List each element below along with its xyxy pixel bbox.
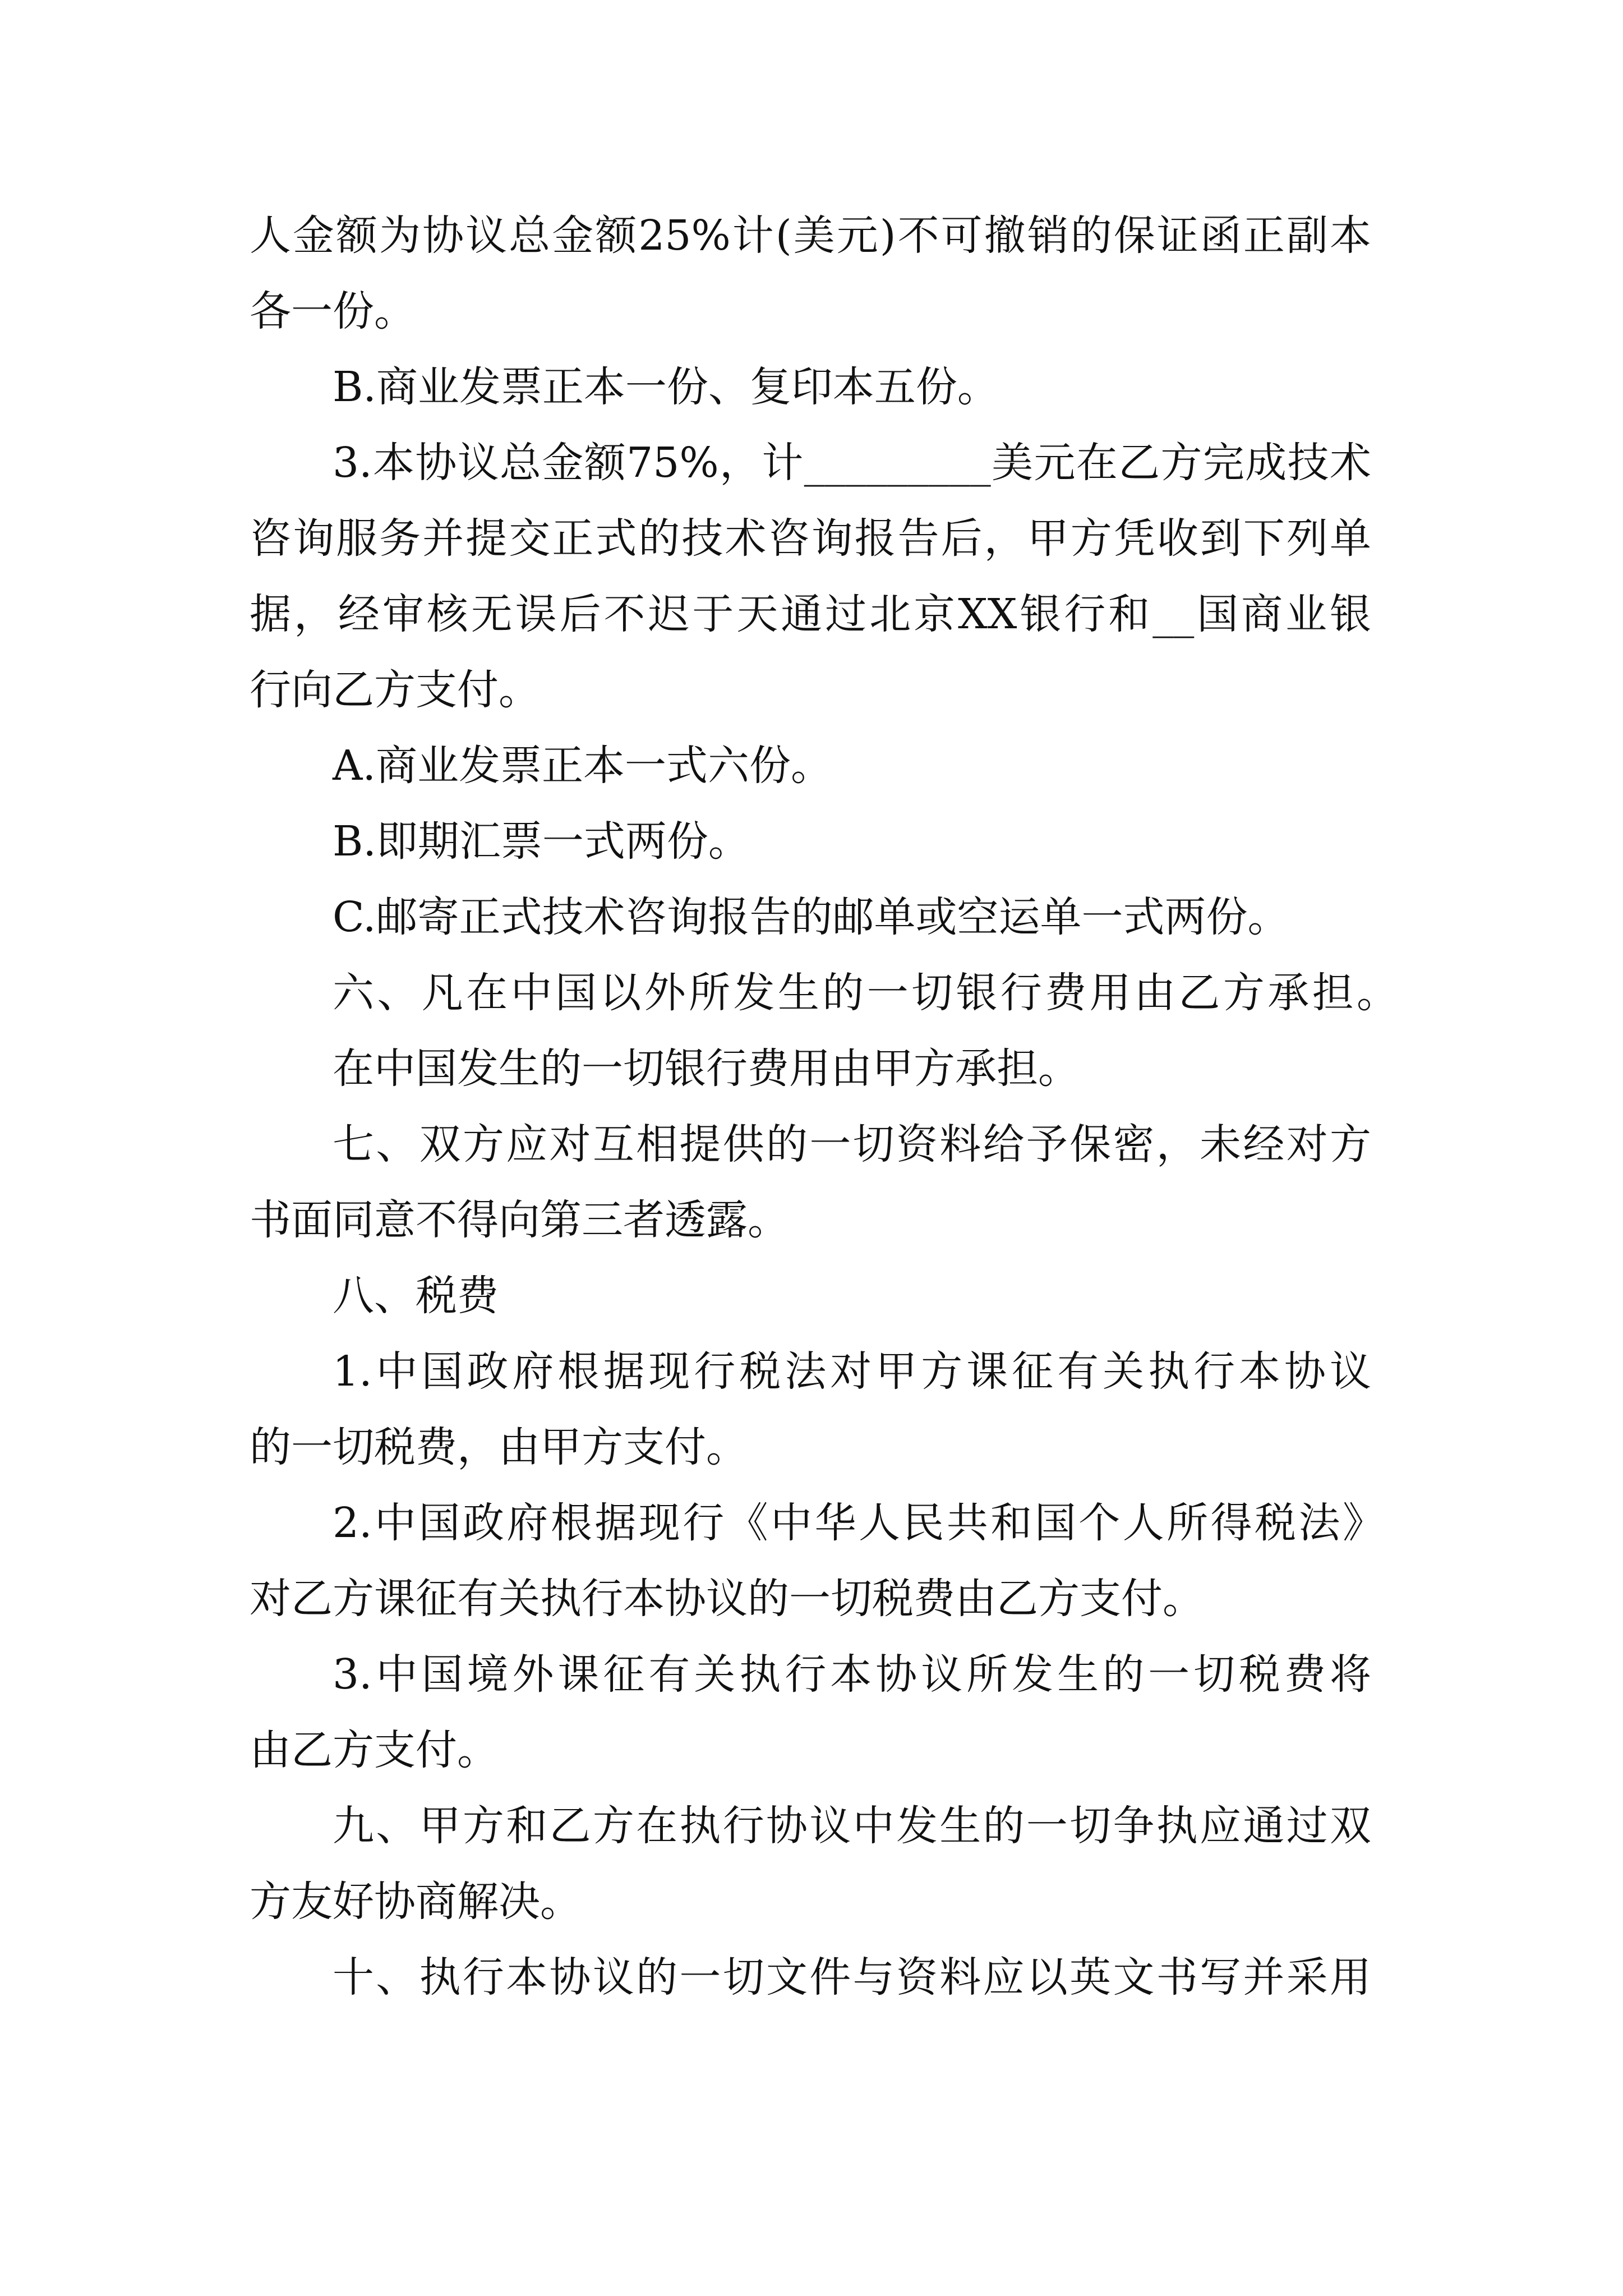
text-line: 由乙方支付。 — [250, 1726, 499, 1774]
text-line: 七、双方应对互相提供的一切资料给予保密，未经对方 — [333, 1120, 1371, 1168]
text-line: 九、甲方和乙方在执行协议中发生的一切争执应通过双 — [333, 1802, 1371, 1850]
text-line: 人金额为协议总金额25%计(美元)不可撤销的保证函正副本 — [250, 211, 1371, 260]
text-line: 2.中国政府根据现行《中华人民共和国个人所得税法》 — [333, 1499, 1384, 1547]
text-line: 六、凡在中国以外所发生的一切银行费用由乙方承担。 — [333, 969, 1398, 1017]
text-line: 3.中国境外课征有关执行本协议所发生的一切税费将 — [333, 1650, 1371, 1699]
text-line: 1.中国政府根据现行税法对甲方课征有关执行本协议 — [333, 1347, 1371, 1396]
text-line: 各一份。 — [250, 287, 416, 335]
text-line: C.邮寄正式技术咨询报告的邮单或空运单一式两份。 — [333, 893, 1289, 941]
text-line: 八、税费 — [333, 1272, 499, 1320]
text-line: 书面同意不得向第三者透露。 — [250, 1196, 789, 1244]
text-line: 3.本协议总金额75%，计_________美元在乙方完成技术 — [333, 439, 1371, 487]
text-line: 的一切税费，由甲方支付。 — [250, 1423, 748, 1471]
text-line: 十、执行本协议的一切文件与资料应以英文书写并采用 — [333, 1953, 1371, 2001]
text-line: 在中国发生的一切银行费用由甲方承担。 — [333, 1045, 1080, 1093]
text-line: B.商业发票正本一份、复印本五份。 — [333, 363, 999, 411]
text-line: B.即期汇票一式两份。 — [333, 817, 750, 866]
text-line: 咨询服务并提交正式的技术咨询报告后，甲方凭收到下列单 — [250, 514, 1371, 563]
text-line: A.商业发票正本一式六份。 — [333, 742, 832, 790]
text-line: 对乙方课征有关执行本协议的一切税费由乙方支付。 — [250, 1575, 1204, 1623]
text-line: 据，经审核无误后不迟于天通过北京XX银行和__国商业银 — [250, 590, 1371, 638]
text-line: 行向乙方支付。 — [250, 666, 540, 714]
text-line: 方友好协商解决。 — [250, 1878, 582, 1926]
